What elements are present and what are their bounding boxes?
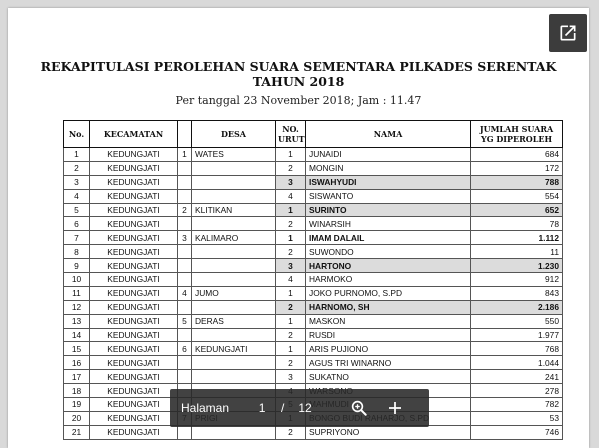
desa-cell	[192, 217, 276, 231]
jumlah-suara-cell: 550	[471, 314, 563, 328]
header-nama: NAMA	[306, 121, 471, 148]
no-urut-cell: 1	[276, 231, 306, 245]
row-number: 12	[64, 300, 90, 314]
desa-cell: WATES	[192, 148, 276, 162]
row-number: 14	[64, 328, 90, 342]
row-number: 11	[64, 286, 90, 300]
row-number: 17	[64, 370, 90, 384]
desa-number-cell	[178, 217, 192, 231]
kecamatan-cell: KEDUNGJATI	[90, 231, 178, 245]
row-number: 2	[64, 161, 90, 175]
desa-cell	[192, 161, 276, 175]
table-row	[64, 217, 563, 231]
table-header-row	[64, 121, 563, 148]
header-jumlah-suara: JUMLAH SUARA YG DIPEROLEH	[471, 121, 563, 148]
kecamatan-cell: KEDUNGJATI	[90, 411, 178, 425]
no-urut-cell: 4	[276, 273, 306, 287]
no-urut-cell: 3	[276, 370, 306, 384]
row-number: 20	[64, 411, 90, 425]
document-subtitle: Per tanggal 23 November 2018; Jam : 11.47	[175, 94, 422, 107]
table-row	[64, 342, 563, 356]
no-urut-cell: 1	[276, 342, 306, 356]
desa-cell	[192, 259, 276, 273]
jumlah-suara-cell: 1.044	[471, 356, 563, 370]
table-row	[64, 189, 563, 203]
no-urut-cell: 2	[276, 328, 306, 342]
jumlah-suara-cell: 554	[471, 189, 563, 203]
table-row	[64, 175, 563, 189]
row-number: 10	[64, 273, 90, 287]
desa-cell	[192, 189, 276, 203]
table-row	[64, 425, 563, 439]
header-no: No.	[64, 121, 90, 148]
no-urut-cell: 2	[276, 245, 306, 259]
row-number: 7	[64, 231, 90, 245]
table-row	[64, 314, 563, 328]
desa-cell: KLITIKAN	[192, 203, 276, 217]
row-number: 15	[64, 342, 90, 356]
kecamatan-cell: KEDUNGJATI	[90, 203, 178, 217]
kecamatan-cell: KEDUNGJATI	[90, 273, 178, 287]
plus-icon	[387, 400, 403, 416]
row-number: 1	[64, 148, 90, 162]
jumlah-suara-cell: 11	[471, 245, 563, 259]
nama-cell: SUWONDO	[306, 245, 471, 259]
desa-number-cell	[178, 328, 192, 342]
row-number: 16	[64, 356, 90, 370]
row-number: 21	[64, 425, 90, 439]
row-number: 13	[64, 314, 90, 328]
nama-cell: ARIS PUJIONO	[306, 342, 471, 356]
desa-cell: KEDUNGJATI	[192, 342, 276, 356]
open-in-new-window-button[interactable]	[549, 14, 587, 52]
jumlah-suara-cell: 843	[471, 286, 563, 300]
nama-cell: JUNAIDI	[306, 148, 471, 162]
page-label: Halaman	[181, 401, 230, 415]
desa-number-cell: 3	[178, 231, 192, 245]
no-urut-cell: 1	[276, 286, 306, 300]
header-desa: DESA	[192, 121, 276, 148]
jumlah-suara-cell: 1.230	[471, 259, 563, 273]
nama-cell: AGUS TRI WINARNO	[306, 356, 471, 370]
desa-number-cell	[178, 300, 192, 314]
row-number: 9	[64, 259, 90, 273]
desa-number-cell	[178, 189, 192, 203]
nama-cell: SISWANTO	[306, 189, 471, 203]
row-number: 3	[64, 175, 90, 189]
no-urut-cell: 3	[276, 259, 306, 273]
zoom-in-button[interactable]	[382, 395, 408, 421]
kecamatan-cell: KEDUNGJATI	[90, 384, 178, 398]
jumlah-suara-cell: 278	[471, 384, 563, 398]
no-urut-cell: 1	[276, 203, 306, 217]
page-separator: /	[281, 401, 285, 415]
document-title-line1: REKAPITULASI PEROLEHAN SUARA SEMENTARA PILKADES SERENTAK	[40, 59, 557, 74]
desa-number-cell	[178, 161, 192, 175]
kecamatan-cell: KEDUNGJATI	[90, 342, 178, 356]
desa-cell	[192, 425, 276, 439]
kecamatan-cell: KEDUNGJATI	[90, 217, 178, 231]
jumlah-suara-cell: 652	[471, 203, 563, 217]
desa-number-cell: 5	[178, 314, 192, 328]
jumlah-suara-cell: 684	[471, 148, 563, 162]
no-urut-cell: 1	[276, 148, 306, 162]
no-urut-cell: 1	[276, 314, 306, 328]
kecamatan-cell: KEDUNGJATI	[90, 314, 178, 328]
jumlah-suara-cell: 912	[471, 273, 563, 287]
nama-cell: WINARSIH	[306, 217, 471, 231]
row-number: 5	[64, 203, 90, 217]
table-row	[64, 259, 563, 273]
jumlah-suara-cell: 241	[471, 370, 563, 384]
table-row	[64, 273, 563, 287]
table-row	[64, 328, 563, 342]
kecamatan-cell: KEDUNGJATI	[90, 245, 178, 259]
desa-cell	[192, 370, 276, 384]
table-row	[64, 286, 563, 300]
desa-number-cell: 4	[178, 286, 192, 300]
kecamatan-cell: KEDUNGJATI	[90, 356, 178, 370]
desa-cell	[192, 356, 276, 370]
jumlah-suara-cell: 782	[471, 398, 563, 412]
row-number: 4	[64, 189, 90, 203]
nama-cell: HARTONO	[306, 259, 471, 273]
desa-cell	[192, 273, 276, 287]
nama-cell: IMAM DALAIL	[306, 231, 471, 245]
no-urut-cell: 2	[276, 425, 306, 439]
current-page-input[interactable]: 1	[258, 401, 266, 415]
desa-number-cell: 2	[178, 203, 192, 217]
jumlah-suara-cell: 746	[471, 425, 563, 439]
open-in-new-icon	[558, 23, 578, 43]
desa-cell: KALIMARO	[192, 231, 276, 245]
jumlah-suara-cell: 172	[471, 161, 563, 175]
jumlah-suara-cell: 1.112	[471, 231, 563, 245]
row-number: 19	[64, 398, 90, 412]
desa-cell	[192, 328, 276, 342]
no-urut-cell: 2	[276, 161, 306, 175]
nama-cell: HARNOMO, SH	[306, 300, 471, 314]
no-urut-cell: 2	[276, 356, 306, 370]
zoom-button[interactable]	[346, 395, 372, 421]
no-urut-cell: 3	[276, 175, 306, 189]
no-urut-cell: 4	[276, 189, 306, 203]
table-row	[64, 245, 563, 259]
desa-cell: JUMO	[192, 286, 276, 300]
nama-cell: MONGIN	[306, 161, 471, 175]
kecamatan-cell: KEDUNGJATI	[90, 189, 178, 203]
jumlah-suara-cell: 2.186	[471, 300, 563, 314]
header-no-urut: NO. URUT	[276, 121, 306, 148]
nama-cell: HARMOKO	[306, 273, 471, 287]
desa-number-cell	[178, 245, 192, 259]
nama-cell: SUKATNO	[306, 370, 471, 384]
table-row	[64, 203, 563, 217]
desa-number-cell: 6	[178, 342, 192, 356]
kecamatan-cell: KEDUNGJATI	[90, 259, 178, 273]
kecamatan-cell: KEDUNGJATI	[90, 425, 178, 439]
table-row	[64, 370, 563, 384]
document-page	[8, 8, 589, 448]
table-row	[64, 356, 563, 370]
desa-number-cell	[178, 425, 192, 439]
nama-cell: ISWAHYUDI	[306, 175, 471, 189]
desa-number-cell	[178, 175, 192, 189]
table-row	[64, 148, 563, 162]
row-number: 8	[64, 245, 90, 259]
kecamatan-cell: KEDUNGJATI	[90, 300, 178, 314]
total-pages: 12	[298, 401, 312, 415]
kecamatan-cell: KEDUNGJATI	[90, 328, 178, 342]
desa-cell	[192, 175, 276, 189]
no-urut-cell: 2	[276, 217, 306, 231]
table-row	[64, 300, 563, 314]
row-number: 6	[64, 217, 90, 231]
jumlah-suara-cell: 53	[471, 411, 563, 425]
desa-number-cell	[178, 259, 192, 273]
no-urut-cell: 2	[276, 300, 306, 314]
kecamatan-cell: KEDUNGJATI	[90, 161, 178, 175]
desa-cell: DERAS	[192, 314, 276, 328]
kecamatan-cell: KEDUNGJATI	[90, 398, 178, 412]
document-title-line2: TAHUN 2018	[252, 74, 345, 89]
desa-cell	[192, 300, 276, 314]
nama-cell: MASKON	[306, 314, 471, 328]
kecamatan-cell: KEDUNGJATI	[90, 286, 178, 300]
nama-cell: SUPRIYONO	[306, 425, 471, 439]
desa-number-cell	[178, 273, 192, 287]
desa-number-cell: 1	[178, 148, 192, 162]
page-toolbar	[170, 389, 429, 427]
header-kecamatan: KECAMATAN	[90, 121, 178, 148]
jumlah-suara-cell: 1.977	[471, 328, 563, 342]
nama-cell: RUSDI	[306, 328, 471, 342]
jumlah-suara-cell: 788	[471, 175, 563, 189]
jumlah-suara-cell: 768	[471, 342, 563, 356]
kecamatan-cell: KEDUNGJATI	[90, 148, 178, 162]
kecamatan-cell: KEDUNGJATI	[90, 175, 178, 189]
desa-number-cell	[178, 370, 192, 384]
row-number: 18	[64, 384, 90, 398]
kecamatan-cell: KEDUNGJATI	[90, 370, 178, 384]
zoom-in-icon	[350, 399, 368, 417]
header-desa-number	[178, 121, 192, 148]
desa-number-cell	[178, 356, 192, 370]
nama-cell: SURINTO	[306, 203, 471, 217]
desa-cell	[192, 245, 276, 259]
nama-cell: JOKO PURNOMO, S.PD	[306, 286, 471, 300]
table-row	[64, 231, 563, 245]
table-row	[64, 161, 563, 175]
jumlah-suara-cell: 78	[471, 217, 563, 231]
